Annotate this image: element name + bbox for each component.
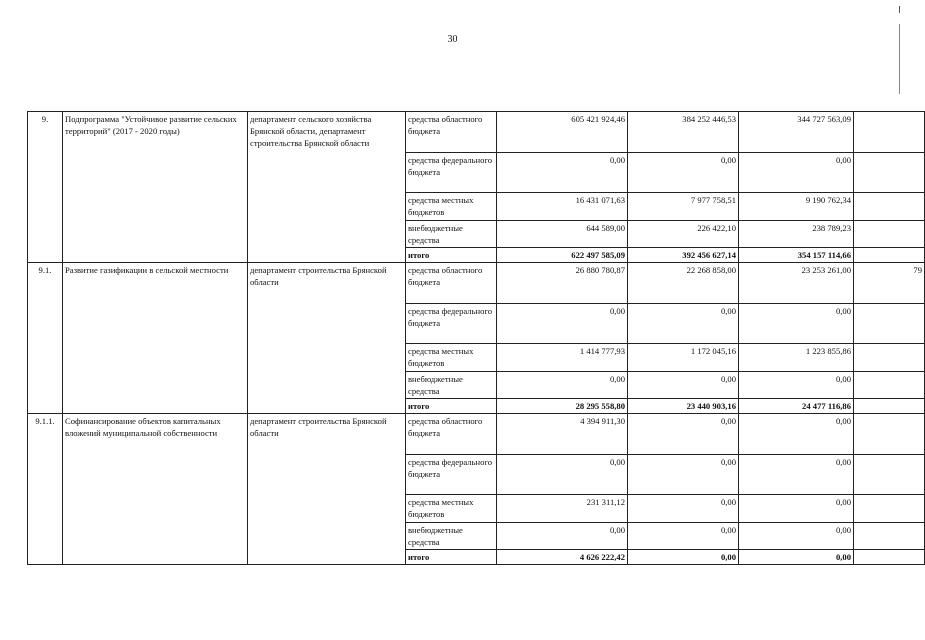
amount-col-2: 22 268 858,00	[628, 263, 739, 304]
amount-col-2: 0,00	[628, 550, 739, 565]
amount-col-1: 0,00	[497, 304, 628, 344]
amount-col-1: 16 431 071,63	[497, 193, 628, 221]
amount-col-2: 0,00	[628, 495, 739, 523]
extra-col	[854, 372, 925, 399]
extra-col	[854, 344, 925, 372]
amount-col-2: 0,00	[628, 523, 739, 550]
amount-col-2: 0,00	[628, 304, 739, 344]
amount-col-2: 23 440 903,16	[628, 399, 739, 414]
extra-col	[854, 221, 925, 248]
amount-col-3: 24 477 116,86	[739, 399, 854, 414]
responsible-department: департамент строительства Брянской области	[248, 414, 406, 565]
extra-col	[854, 523, 925, 550]
amount-col-1: 0,00	[497, 523, 628, 550]
amount-col-3: 1 223 855,86	[739, 344, 854, 372]
budget-table-body	[28, 112, 925, 565]
table-row	[28, 414, 925, 455]
funding-source: средства местных бюджетов	[406, 344, 497, 372]
amount-col-3: 0,00	[739, 414, 854, 455]
amount-col-2: 0,00	[628, 153, 739, 193]
extra-col	[854, 153, 925, 193]
page-number: 30	[447, 34, 458, 45]
extra-col	[854, 399, 925, 414]
scan-edge-line	[899, 24, 900, 94]
amount-col-2: 0,00	[628, 455, 739, 495]
section-name: Софинансирование объектов капитальных вложений муниципальной собственности	[63, 414, 248, 565]
table-row	[28, 112, 925, 153]
extra-col	[854, 248, 925, 263]
amount-col-1: 605 421 924,46	[497, 112, 628, 153]
amount-col-3: 0,00	[739, 523, 854, 550]
amount-col-2: 392 456 627,14	[628, 248, 739, 263]
amount-col-1: 4 394 911,30	[497, 414, 628, 455]
amount-col-3: 9 190 762,34	[739, 193, 854, 221]
amount-col-3: 23 253 261,00	[739, 263, 854, 304]
amount-col-1: 0,00	[497, 153, 628, 193]
amount-col-3: 344 727 563,09	[739, 112, 854, 153]
amount-col-3: 0,00	[739, 455, 854, 495]
responsible-department: департамент строительства Брянской области	[248, 263, 406, 414]
section-number: 9.1.	[28, 263, 63, 414]
amount-col-2: 226 422,10	[628, 221, 739, 248]
total-label: итого	[406, 399, 497, 414]
extra-col	[854, 193, 925, 221]
amount-col-2: 7 977 758,51	[628, 193, 739, 221]
section-number: 9.	[28, 112, 63, 263]
amount-col-1: 26 880 780,87	[497, 263, 628, 304]
funding-source: средства областного бюджета	[406, 112, 497, 153]
amount-col-1: 231 311,12	[497, 495, 628, 523]
amount-col-1: 0,00	[497, 372, 628, 399]
amount-col-1: 0,00	[497, 455, 628, 495]
amount-col-3: 0,00	[739, 550, 854, 565]
extra-col	[854, 112, 925, 153]
extra-col	[854, 550, 925, 565]
funding-source: средства областного бюджета	[406, 263, 497, 304]
funding-source: внебюджетные средства	[406, 372, 497, 399]
amount-col-2: 0,00	[628, 372, 739, 399]
extra-col	[854, 304, 925, 344]
amount-col-1: 622 497 585,09	[497, 248, 628, 263]
amount-col-3: 0,00	[739, 372, 854, 399]
section-number: 9.1.1.	[28, 414, 63, 565]
extra-col	[854, 414, 925, 455]
amount-col-1: 1 414 777,93	[497, 344, 628, 372]
responsible-department: департамент сельского хозяйства Брянской области, департамент строительства Брянской области	[248, 112, 406, 263]
amount-col-1: 644 589,00	[497, 221, 628, 248]
amount-col-3: 0,00	[739, 304, 854, 344]
funding-source: средства областного бюджета	[406, 414, 497, 455]
amount-col-2: 0,00	[628, 414, 739, 455]
amount-col-3: 0,00	[739, 495, 854, 523]
section-name: Развитие газификации в сельской местности	[63, 263, 248, 414]
amount-col-3: 354 157 114,66	[739, 248, 854, 263]
extra-col: 79	[854, 263, 925, 304]
funding-source: средства федерального бюджета	[406, 304, 497, 344]
funding-source: средства федерального бюджета	[406, 455, 497, 495]
total-label: итого	[406, 248, 497, 263]
amount-col-1: 28 295 558,80	[497, 399, 628, 414]
funding-source: средства федерального бюджета	[406, 153, 497, 193]
extra-col	[854, 495, 925, 523]
funding-source: внебюджетные средства	[406, 221, 497, 248]
funding-source: средства местных бюджетов	[406, 193, 497, 221]
funding-source: внебюджетные средства	[406, 523, 497, 550]
amount-col-2: 1 172 045,16	[628, 344, 739, 372]
amount-col-2: 384 252 446,53	[628, 112, 739, 153]
amount-col-3: 238 789,23	[739, 221, 854, 248]
funding-source: средства местных бюджетов	[406, 495, 497, 523]
amount-col-1: 4 626 222,42	[497, 550, 628, 565]
total-label: итого	[406, 550, 497, 565]
scan-edge-mark	[899, 6, 900, 13]
table-row	[28, 263, 925, 304]
section-name: Подпрограмма "Устойчивое развитие сельских территорий" (2017 - 2020 годы)	[63, 112, 248, 263]
amount-col-3: 0,00	[739, 153, 854, 193]
budget-table	[27, 111, 925, 565]
extra-col	[854, 455, 925, 495]
